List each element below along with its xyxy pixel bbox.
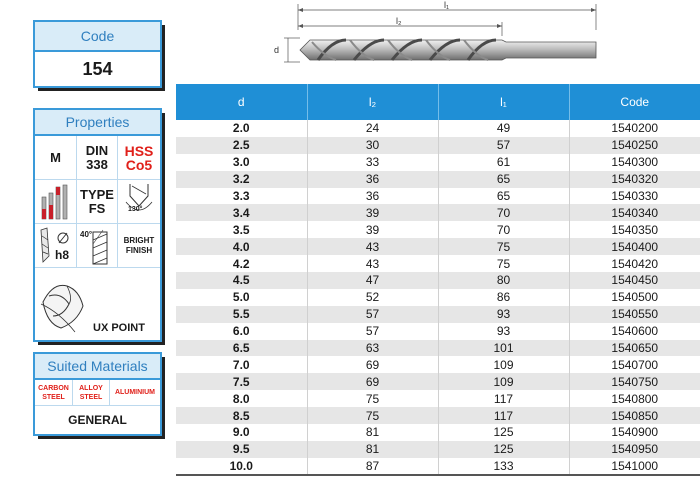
- cell-l2: 69: [307, 373, 438, 390]
- table-row: [176, 154, 700, 171]
- cell-code: 1540900: [611, 425, 659, 440]
- point-angle-icon: [120, 182, 158, 222]
- cell-d: 5.0: [176, 289, 307, 306]
- drill-dimension-drawing: [270, 0, 610, 82]
- cell-code: 1540250: [569, 137, 700, 154]
- cell-l1: 70: [438, 204, 569, 221]
- column-header-code: Code: [569, 84, 700, 120]
- table-row: [176, 390, 700, 407]
- properties-panel: [33, 108, 162, 342]
- helix-angle-cell: [77, 224, 118, 268]
- cell-l1: 75: [438, 255, 569, 272]
- cell-l2: 87: [307, 458, 438, 475]
- cell-d: 6.5: [176, 340, 307, 357]
- material-alloy-steel: [73, 380, 110, 405]
- cell-l1: 93: [438, 323, 569, 340]
- materials-row: [35, 380, 160, 406]
- table-row: [176, 238, 700, 255]
- cell-code: 1540600: [611, 324, 659, 339]
- tolerance-class-cell: [35, 136, 77, 180]
- cell-l2: 39: [307, 221, 438, 238]
- spec-table: [176, 84, 700, 476]
- cell-d: 6.0: [176, 323, 307, 340]
- cell-l1: 61: [438, 154, 569, 171]
- cell-d: 4.2: [176, 255, 307, 272]
- table-row: [176, 458, 700, 475]
- table-row: [176, 441, 700, 458]
- cell-l2: 75: [307, 390, 438, 407]
- cell-l1: 80: [438, 272, 569, 289]
- material-label: CARBON: [38, 384, 69, 392]
- cell-d: 4.0: [176, 238, 307, 255]
- cell-l2: 81: [307, 441, 438, 458]
- cell-l1: 70: [438, 221, 569, 238]
- finish-cell: [118, 224, 160, 268]
- cell-l1: 109: [438, 373, 569, 390]
- standard-line1: DIN: [85, 142, 109, 158]
- standard-line2: 338: [86, 156, 108, 172]
- code-heading: Code: [35, 22, 160, 52]
- cell-d: 9.0: [176, 424, 307, 441]
- cell-l2: 24: [307, 120, 438, 137]
- cell-d: 7.5: [176, 373, 307, 390]
- cell-code: 1540300: [611, 155, 659, 170]
- cell-code: 1540850: [569, 407, 700, 424]
- finish-line2: FINISH: [125, 245, 153, 255]
- cell-code: 1540700: [611, 357, 659, 372]
- cell-d: 8.0: [176, 390, 307, 407]
- cell-code: 1540450: [569, 272, 700, 289]
- cell-l2: 81: [307, 424, 438, 441]
- cell-code: 1540750: [569, 373, 700, 390]
- table-row: [176, 373, 700, 390]
- cell-code: 1540950: [569, 441, 700, 458]
- cell-d: 2.0: [176, 120, 307, 137]
- material-aluminium: [110, 380, 160, 405]
- table-row: [176, 323, 700, 340]
- material-cell: [118, 136, 160, 180]
- cell-code: 1540650: [569, 340, 700, 357]
- finish-line1: BRIGHT: [123, 235, 155, 245]
- code-panel: [33, 20, 162, 88]
- table-row: [176, 356, 700, 373]
- shank-tolerance-label: h8: [55, 248, 70, 262]
- cell-l2: 36: [307, 188, 438, 205]
- table-row: [176, 137, 700, 154]
- cell-l2: 30: [307, 137, 438, 154]
- cell-l2: 63: [307, 340, 438, 357]
- point-type-label: UX POINT: [93, 322, 145, 334]
- suited-materials-panel: [33, 352, 162, 436]
- cell-d: 9.5: [176, 441, 307, 458]
- column-header-l1: l₁: [438, 84, 569, 120]
- cell-d: 3.2: [176, 171, 307, 188]
- dimension-d-label: d: [274, 45, 280, 55]
- cell-l2: 57: [307, 306, 438, 323]
- cell-code: 1540500: [611, 290, 659, 305]
- suited-materials-heading: Suited Materials: [35, 354, 160, 380]
- general-label: GENERAL: [68, 413, 127, 427]
- point-angle-cell: [118, 180, 160, 224]
- table-row: [176, 272, 700, 289]
- cell-l2: 57: [307, 323, 438, 340]
- cell-l1: 133: [438, 458, 569, 475]
- material-line1: HSS: [124, 142, 154, 159]
- shank-tolerance-cell: [35, 224, 77, 268]
- cell-l1: 65: [438, 188, 569, 205]
- cell-d: 8.5: [176, 407, 307, 424]
- material-label: STEEL: [42, 393, 65, 401]
- cell-l2: 43: [307, 238, 438, 255]
- cell-l1: 93: [438, 306, 569, 323]
- cell-l1: 57: [438, 137, 569, 154]
- table-header-row: [176, 84, 700, 120]
- cell-l2: 47: [307, 272, 438, 289]
- cell-d: 3.0: [176, 154, 307, 171]
- cell-l2: 33: [307, 154, 438, 171]
- cell-d: 10.0: [176, 458, 307, 475]
- cell-code: 1540350: [611, 222, 659, 237]
- cell-d: 3.5: [176, 221, 307, 238]
- dimension-l1-label: l₁: [444, 0, 450, 10]
- cell-d: 7.0: [176, 356, 307, 373]
- table-row: [176, 340, 700, 357]
- point-angle-label: 130°: [128, 206, 143, 213]
- cell-l1: 125: [438, 441, 569, 458]
- cell-l1: 65: [438, 171, 569, 188]
- table-row: [176, 188, 700, 205]
- cell-code: 1540340: [569, 204, 700, 221]
- cell-l1: 125: [438, 424, 569, 441]
- drill-lengths-icon: [38, 183, 74, 221]
- table-body: [176, 120, 700, 475]
- cell-l1: 75: [438, 238, 569, 255]
- cell-d: 4.5: [176, 272, 307, 289]
- cell-d: 3.4: [176, 204, 307, 221]
- cell-l2: 39: [307, 204, 438, 221]
- table-row: [176, 289, 700, 306]
- cell-l1: 117: [438, 390, 569, 407]
- table-row: [176, 120, 700, 137]
- cell-l2: 69: [307, 356, 438, 373]
- table-row: [176, 221, 700, 238]
- cell-l1: 86: [438, 289, 569, 306]
- column-header-d: d: [176, 84, 307, 120]
- table-row: [176, 204, 700, 221]
- material-label: ALLOY: [79, 384, 103, 392]
- code-value: 154: [82, 59, 113, 79]
- material-label: ALUMINIUM: [114, 389, 156, 396]
- cell-d: 3.3: [176, 188, 307, 205]
- table-row: [176, 171, 700, 188]
- drill-lengths-cell: [35, 180, 77, 224]
- cell-code: 1540550: [569, 306, 700, 323]
- type-line2: FS: [88, 200, 106, 216]
- column-header-l2: l₂: [307, 84, 438, 120]
- cell-code: 1540330: [611, 189, 659, 203]
- cell-code: 1540420: [611, 256, 659, 271]
- properties-heading: Properties: [35, 110, 160, 136]
- cell-l2: 43: [307, 255, 438, 272]
- cell-d: 5.5: [176, 306, 307, 323]
- dimension-l2-label: l₂: [396, 16, 402, 26]
- material-carbon-steel: [35, 380, 73, 405]
- cell-code: 1540800: [611, 391, 659, 406]
- cell-code: 1541000: [569, 458, 700, 475]
- cell-d: 2.5: [176, 137, 307, 154]
- point-type-row: [35, 268, 160, 352]
- cell-l1: 49: [438, 120, 569, 137]
- cell-l2: 36: [307, 171, 438, 188]
- helix-angle-label: 40°: [80, 230, 93, 239]
- type-line1: TYPE: [80, 186, 114, 202]
- table-row: [176, 255, 700, 272]
- cell-code: 1540320: [569, 171, 700, 188]
- cell-l1: 109: [438, 356, 569, 373]
- cell-l2: 52: [307, 289, 438, 306]
- tolerance-class: M: [50, 149, 61, 165]
- table-row: [176, 306, 700, 323]
- table-row: [176, 407, 700, 424]
- standard-cell: [77, 136, 118, 180]
- type-cell: [77, 180, 118, 224]
- material-line2: Co5: [125, 156, 153, 173]
- cell-l2: 75: [307, 407, 438, 424]
- ux-point-icon: [39, 272, 99, 348]
- properties-grid: [35, 136, 160, 268]
- material-label: STEEL: [79, 393, 103, 401]
- cell-code: 1540400: [569, 238, 700, 255]
- cell-code: 1540200: [611, 121, 659, 136]
- cell-l1: 117: [438, 407, 569, 424]
- cell-l1: 101: [438, 340, 569, 357]
- table-row: [176, 424, 700, 441]
